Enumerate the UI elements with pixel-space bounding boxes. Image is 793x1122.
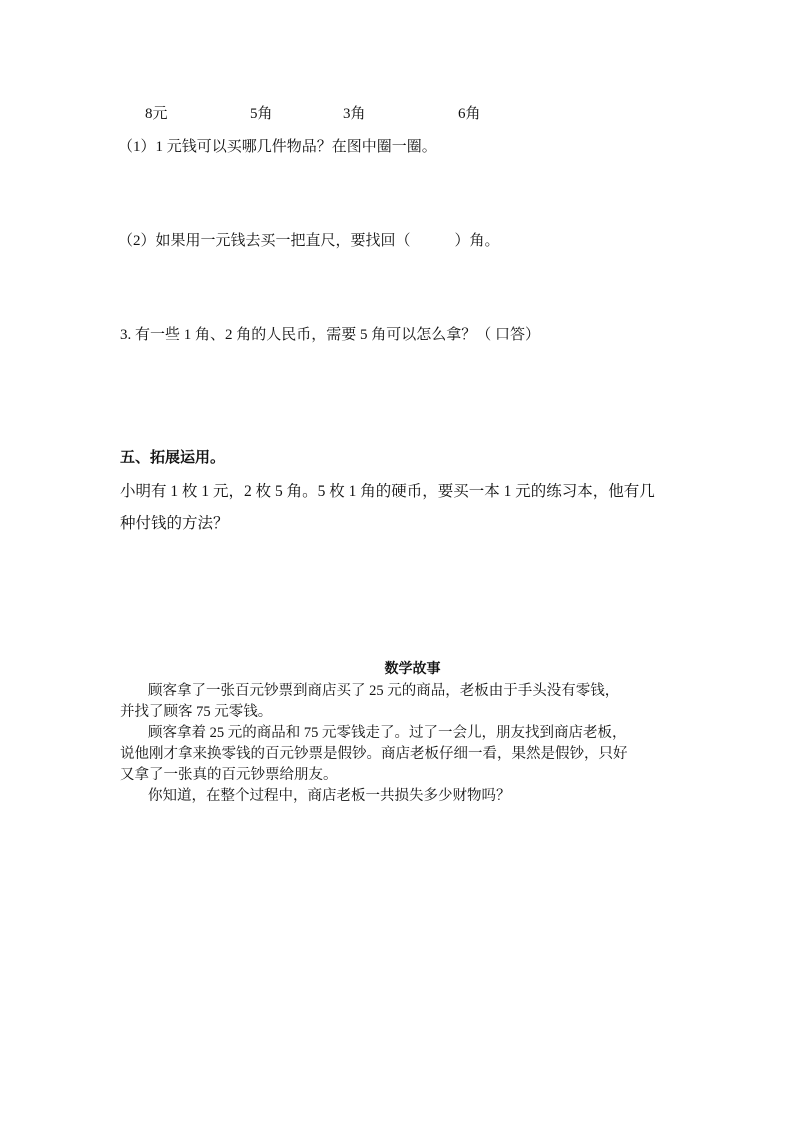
question-3: 3. 有一些 1 角、2 角的人民币，需要 5 角可以怎么拿？（ 口答） <box>120 327 541 343</box>
question-2-sub-1: （1）1 元钱可以买哪几件物品？在图中圈一圈。 <box>118 139 437 155</box>
section-5-title: 五、拓展运用。 <box>120 448 226 466</box>
math-story-title: 数学故事 <box>384 661 441 677</box>
math-story-line-5: 又拿了一张真的百元钞票给朋友。 <box>120 767 338 783</box>
math-story-line-4: 说他刚才拿来换零钱的百元钞票是假钞。商店老板仔细一看，果然是假钞，只好 <box>120 746 628 762</box>
question-2-sub-2 <box>118 229 500 250</box>
price-label-2: 5角 <box>250 106 273 122</box>
math-story-line-3: 顾客拿着 25 元的商品和 75 元零钱走了。过了一会儿，朋友找到商店老板， <box>148 725 627 741</box>
math-story-line-2: 并找了顾客 75 元零钱。 <box>120 704 273 720</box>
math-story-line-1: 顾客拿了一张百元钞票到商店买了 25 元的商品，老板由于手头没有零钱， <box>148 683 620 699</box>
math-story-line-6: 你知道，在整个过程中，商店老板一共损失多少财物吗？ <box>148 788 511 804</box>
section-5-line-2: 种付钱的方法？ <box>120 515 229 532</box>
question-2-sub-2-prefix: （2）如果用一元钱去买一把直尺，要找回（ <box>118 233 411 249</box>
section-5-line-1: 小明有 1 枚 1 元，2 枚 5 角。5 枚 1 角的硬币，要买一本 1 元的练习本，他有几 <box>120 483 655 500</box>
price-label-4: 6角 <box>458 106 481 122</box>
price-label-1: 8元 <box>145 106 168 122</box>
question-2-sub-2-suffix: ）角。 <box>454 233 500 249</box>
price-label-3: 3角 <box>343 106 366 122</box>
